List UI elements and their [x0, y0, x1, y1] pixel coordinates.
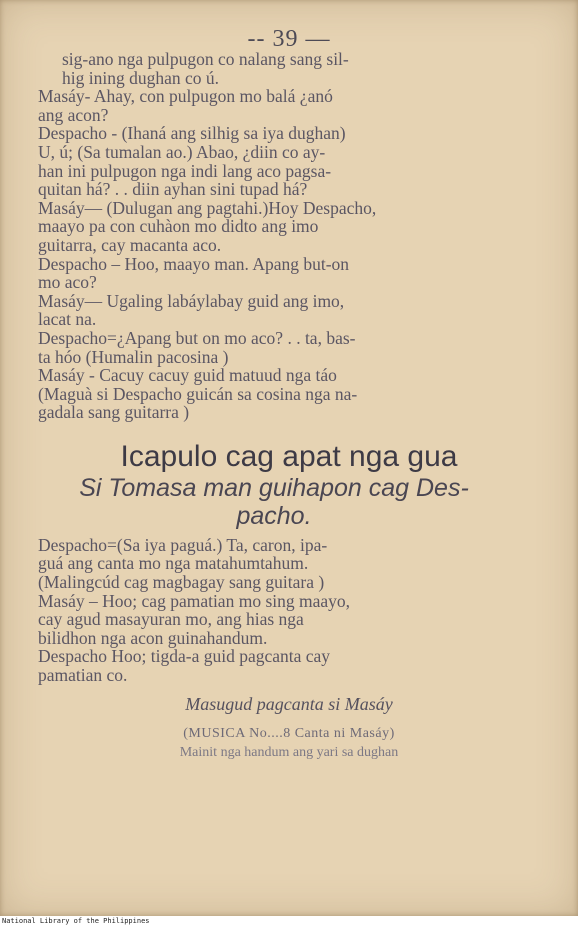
- dialogue-speech: [38, 87, 482, 124]
- text-line: maayo pa con cuhàon mo didto ang imo: [38, 216, 319, 237]
- dialogue-speech: [38, 255, 482, 292]
- text-line: Masáy— Ugaling labáylabay guid ang imo,: [38, 290, 345, 311]
- song-first-line: Mainit nga handum ang yari sa dughan: [179, 744, 399, 760]
- text-line: Despacho - (Ihaná ang silhig sa iya dughan): [38, 123, 346, 144]
- dialogue-speech: [38, 647, 482, 684]
- text-line: Despacho=(Sa iya paguá.) Ta, caron, ipa-: [38, 534, 328, 555]
- text-line: (Malingcúd cag magbagay sang guitara ): [38, 572, 325, 593]
- text-line: Despacho=¿Apang but on mo aco? . . ta, bas-: [38, 327, 356, 348]
- text-line: Masáy – Hoo; cag pamatian mo sing maayo,: [38, 590, 351, 611]
- dialogue-speech: [38, 592, 482, 648]
- dialogue-speech: [38, 366, 482, 422]
- text-line: gadala sang guitarra ): [38, 402, 190, 423]
- dialogue-speech: [38, 292, 482, 329]
- text-line: ang acon?: [38, 104, 109, 125]
- song-title: Masugud pagcanta si Masáy: [185, 693, 393, 714]
- dialogue-speech: [38, 536, 482, 592]
- text-line: (Maguà si Despacho guicán sa cosina nga na-: [38, 383, 358, 404]
- text-line: sig-ano nga pulpugon co nalang sang sil-: [62, 49, 349, 69]
- text-line: Masáy - Cacuy cacuy guid matuud nga táo: [38, 365, 337, 386]
- continued-text: [38, 50, 482, 87]
- text-line: hig ining dughan co ú.: [62, 67, 219, 88]
- text-line: han ini pulpugon nga indi lang aco pagsa-: [38, 160, 332, 181]
- source-credit: National Library of the Philippines: [2, 917, 150, 925]
- dialogue-speech: [38, 124, 482, 198]
- text-line: Despacho – Hoo, maayo man. Apang but-on: [38, 253, 350, 274]
- scene-heading: Icapulo cag apat nga gua: [120, 439, 458, 473]
- text-line: ta hóo (Humalin pacosina ): [38, 346, 229, 367]
- text-line: Si Tomasa man guihapon cag Des-: [79, 473, 469, 502]
- text-line: U, ú; (Sa tumalan ao.) Abao, ¿diin co ay-: [38, 141, 326, 162]
- text-line: guá ang canta mo nga matahumtahum.: [38, 553, 309, 574]
- scene-subheading: [40, 474, 508, 530]
- text-line: lacat na.: [38, 309, 97, 330]
- text-line: quitan há? . . diin ayhan sini tupad há?: [38, 179, 308, 200]
- music-cue: (MUSICA No....8 Canta ni Masáy): [183, 726, 395, 742]
- page-body: [0, 50, 578, 762]
- text-line: bilidhon nga acon guinahandum.: [38, 627, 268, 648]
- text-line: pamatian co.: [38, 665, 128, 686]
- text-line: Despacho Hoo; tigda-a guid pagcanta cay: [38, 646, 331, 667]
- text-line: guitarra, cay macanta aco.: [38, 234, 222, 255]
- text-line: pacho.: [236, 501, 312, 530]
- text-line: mo aco?: [38, 272, 97, 293]
- text-line: cay agud masayuran mo, ang hias nga: [38, 609, 304, 630]
- page-number: -- 39 —: [247, 26, 331, 52]
- text-line: Masáy- Ahay, con pulpugon mo balá ¿anó: [38, 86, 333, 107]
- dialogue-speech: [38, 329, 482, 366]
- dialogue-speech: [38, 199, 482, 255]
- text-line: Masáy— (Dulugan ang pagtahi.)Hoy Despacho,: [38, 197, 377, 218]
